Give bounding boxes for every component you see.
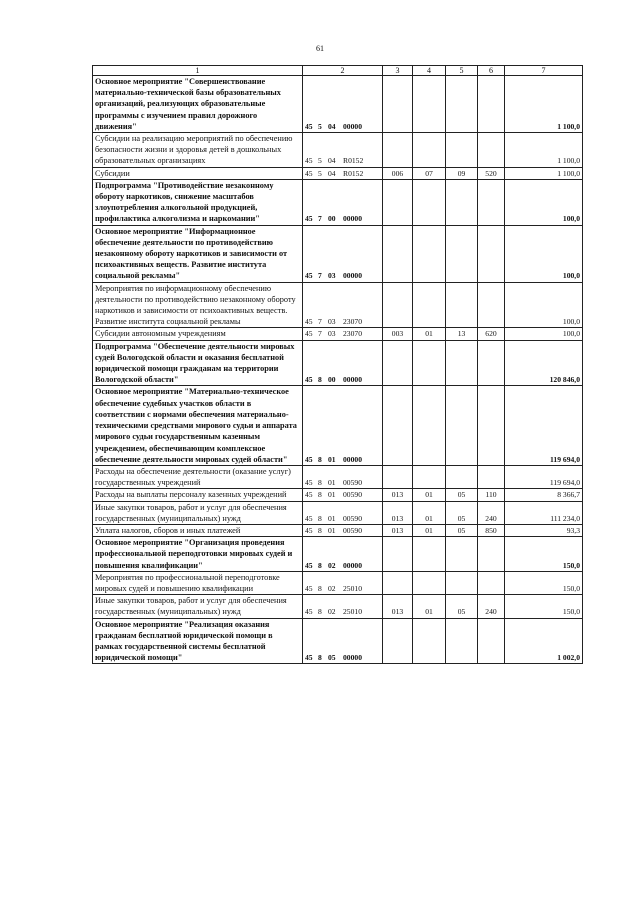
row-col-6: 110 xyxy=(478,489,505,501)
row-col-4: 01 xyxy=(413,501,446,524)
code-part-p2: 7 xyxy=(318,214,322,224)
table-row xyxy=(93,167,583,179)
row-amount: 1 100,0 xyxy=(505,133,583,168)
code-part-p2: 7 xyxy=(318,329,322,339)
row-col-4: 07 xyxy=(413,167,446,179)
row-amount: 1 100,0 xyxy=(505,167,583,179)
row-col-4 xyxy=(413,282,446,328)
row-program-code xyxy=(303,167,383,179)
row-col-3 xyxy=(383,76,413,133)
row-amount: 100,0 xyxy=(505,328,583,340)
row-amount: 111 234,0 xyxy=(505,501,583,524)
row-program-code xyxy=(303,386,383,465)
row-col-6 xyxy=(478,76,505,133)
row-col-3: 013 xyxy=(383,524,413,536)
table-row xyxy=(93,571,583,594)
code-part-p3: 00 xyxy=(328,214,336,224)
row-col-3 xyxy=(383,225,413,282)
code-part-p2: 5 xyxy=(318,156,322,166)
row-amount: 100,0 xyxy=(505,179,583,225)
row-col-4 xyxy=(413,386,446,465)
code-part-p4: 23070 xyxy=(343,329,362,339)
code-part-p1: 45 xyxy=(305,329,313,339)
header-col-2: 2 xyxy=(303,66,383,76)
row-amount: 1 002,0 xyxy=(505,618,583,664)
row-col-4 xyxy=(413,225,446,282)
row-name: Основное мероприятие "Реализация оказания гражданам бесплатной юридической помощи в рамках государственной системы бесплатной юридической помощи" xyxy=(93,618,303,664)
row-amount: 119 694,0 xyxy=(505,465,583,488)
code-part-p3: 02 xyxy=(328,583,336,593)
row-name: Подпрограмма "Обеспечение деятельности мировых судей Вологодской области и оказания бесплатной юридической помощи гражданам на территории Вологодской области" xyxy=(93,340,303,386)
row-col-4 xyxy=(413,618,446,664)
table-row xyxy=(93,537,583,572)
row-col-3 xyxy=(383,386,413,465)
row-col-5 xyxy=(446,76,478,133)
table-row xyxy=(93,595,583,618)
code-part-p1: 45 xyxy=(305,214,313,224)
row-name: Подпрограмма "Противодействие незаконному обороту наркотиков, снижение масштабов злоупотребления алкогольной продукцией, профилактика алкоголизма и наркомании" xyxy=(93,179,303,225)
row-program-code xyxy=(303,501,383,524)
row-col-6: 850 xyxy=(478,524,505,536)
row-name: Субсидии автономным учреждениям xyxy=(93,328,303,340)
code-part-p1: 45 xyxy=(305,525,313,535)
code-part-p2: 5 xyxy=(318,168,322,178)
code-part-p2: 8 xyxy=(318,583,322,593)
code-part-p4: 25010 xyxy=(343,607,362,617)
row-col-6 xyxy=(478,537,505,572)
row-name: Расходы на обеспечение деятельности (оказание услуг) государственных учреждений xyxy=(93,465,303,488)
table-row xyxy=(93,618,583,664)
row-col-6 xyxy=(478,340,505,386)
code-part-p4: 00000 xyxy=(343,653,362,663)
row-col-6: 520 xyxy=(478,167,505,179)
row-amount: 1 100,0 xyxy=(505,76,583,133)
row-col-5 xyxy=(446,225,478,282)
code-part-p4: R0152 xyxy=(343,168,364,178)
code-part-p1: 45 xyxy=(305,271,313,281)
code-part-p4: 00000 xyxy=(343,271,362,281)
row-col-3 xyxy=(383,340,413,386)
row-col-3 xyxy=(383,133,413,168)
row-name: Уплата налогов, сборов и иных платежей xyxy=(93,524,303,536)
row-col-3 xyxy=(383,282,413,328)
table-row xyxy=(93,328,583,340)
header-col-7: 7 xyxy=(505,66,583,76)
code-part-p3: 01 xyxy=(328,513,336,523)
row-col-6: 620 xyxy=(478,328,505,340)
code-part-p2: 8 xyxy=(318,607,322,617)
code-part-p4: 00590 xyxy=(343,490,362,500)
page-number: 61 xyxy=(316,44,324,53)
row-name: Основное мероприятие "Информационное обеспечение деятельности по противодействию незаконному обороту наркотиков и зависимости от психоактивных веществ. Развитие института социальной рекламы" xyxy=(93,225,303,282)
row-col-5 xyxy=(446,282,478,328)
row-col-3 xyxy=(383,179,413,225)
row-col-5 xyxy=(446,571,478,594)
code-part-p1: 45 xyxy=(305,317,313,327)
row-col-6: 240 xyxy=(478,501,505,524)
row-program-code xyxy=(303,465,383,488)
code-part-p1: 45 xyxy=(305,513,313,523)
header-col-1: 1 xyxy=(93,66,303,76)
code-part-p1: 45 xyxy=(305,454,313,464)
row-col-4: 01 xyxy=(413,328,446,340)
code-part-p2: 8 xyxy=(318,560,322,570)
code-part-p1: 45 xyxy=(305,583,313,593)
row-name: Субсидии на реализацию мероприятий по обеспечению безопасности жизни и здоровья детей в дошкольных образовательных организациях xyxy=(93,133,303,168)
code-part-p3: 03 xyxy=(328,317,336,327)
row-col-4 xyxy=(413,340,446,386)
row-amount: 8 366,7 xyxy=(505,489,583,501)
row-amount: 100,0 xyxy=(505,282,583,328)
row-col-4: 01 xyxy=(413,595,446,618)
row-program-code xyxy=(303,179,383,225)
row-amount: 150,0 xyxy=(505,537,583,572)
row-name: Основное мероприятие "Совершенствование материально-технической базы образовательных организаций, реализующих образовательные программы с изучением правил дорожного движения" xyxy=(93,76,303,133)
row-col-5 xyxy=(446,133,478,168)
row-name: Иные закупки товаров, работ и услуг для обеспечения государственных (муниципальных) нужд xyxy=(93,501,303,524)
code-part-p4: 00000 xyxy=(343,454,362,464)
code-part-p1: 45 xyxy=(305,375,313,385)
row-col-3: 013 xyxy=(383,489,413,501)
code-part-p4: R0152 xyxy=(343,156,364,166)
table-row xyxy=(93,225,583,282)
row-col-6 xyxy=(478,225,505,282)
code-part-p1: 45 xyxy=(305,478,313,488)
code-part-p2: 8 xyxy=(318,490,322,500)
table-row xyxy=(93,524,583,536)
code-part-p3: 00 xyxy=(328,375,336,385)
header-col-3: 3 xyxy=(383,66,413,76)
code-part-p4: 00590 xyxy=(343,525,362,535)
row-col-5 xyxy=(446,386,478,465)
row-program-code xyxy=(303,489,383,501)
table-row xyxy=(93,133,583,168)
row-col-3 xyxy=(383,537,413,572)
row-program-code xyxy=(303,537,383,572)
code-part-p3: 01 xyxy=(328,525,336,535)
code-part-p3: 04 xyxy=(328,156,336,166)
code-part-p1: 45 xyxy=(305,560,313,570)
table-row xyxy=(93,282,583,328)
table-row xyxy=(93,501,583,524)
row-program-code xyxy=(303,571,383,594)
row-name: Иные закупки товаров, работ и услуг для обеспечения государственных (муниципальных) нужд xyxy=(93,595,303,618)
table-row xyxy=(93,340,583,386)
row-col-3 xyxy=(383,571,413,594)
row-col-5: 13 xyxy=(446,328,478,340)
row-col-6: 240 xyxy=(478,595,505,618)
code-part-p4: 25010 xyxy=(343,583,362,593)
row-program-code xyxy=(303,595,383,618)
code-part-p2: 5 xyxy=(318,121,322,131)
code-part-p4: 00590 xyxy=(343,513,362,523)
row-program-code xyxy=(303,524,383,536)
row-col-6 xyxy=(478,571,505,594)
code-part-p2: 8 xyxy=(318,513,322,523)
header-col-6: 6 xyxy=(478,66,505,76)
table-row xyxy=(93,386,583,465)
code-part-p4: 00000 xyxy=(343,214,362,224)
table-header-row xyxy=(93,66,583,76)
row-program-code xyxy=(303,225,383,282)
code-part-p3: 01 xyxy=(328,478,336,488)
row-col-3: 006 xyxy=(383,167,413,179)
code-part-p3: 05 xyxy=(328,653,336,663)
row-col-4 xyxy=(413,537,446,572)
row-col-5: 05 xyxy=(446,524,478,536)
row-name: Субсидии xyxy=(93,167,303,179)
header-col-5: 5 xyxy=(446,66,478,76)
code-part-p2: 8 xyxy=(318,653,322,663)
header-col-4: 4 xyxy=(413,66,446,76)
row-col-4 xyxy=(413,76,446,133)
code-part-p1: 45 xyxy=(305,653,313,663)
code-part-p1: 45 xyxy=(305,607,313,617)
row-col-5 xyxy=(446,465,478,488)
code-part-p4: 00590 xyxy=(343,478,362,488)
row-col-6 xyxy=(478,179,505,225)
row-program-code xyxy=(303,133,383,168)
code-part-p3: 01 xyxy=(328,490,336,500)
row-col-5 xyxy=(446,537,478,572)
code-part-p4: 00000 xyxy=(343,560,362,570)
row-col-6 xyxy=(478,618,505,664)
code-part-p3: 04 xyxy=(328,121,336,131)
row-col-3: 013 xyxy=(383,595,413,618)
table-row xyxy=(93,179,583,225)
row-name: Мероприятия по информационному обеспечению деятельности по противодействию незаконному обороту наркотиков и зависимости от психоактивных веществ. Развитие института социальной рекламы xyxy=(93,282,303,328)
code-part-p2: 8 xyxy=(318,454,322,464)
code-part-p3: 02 xyxy=(328,607,336,617)
row-col-3 xyxy=(383,618,413,664)
row-col-3: 013 xyxy=(383,501,413,524)
row-name: Расходы на выплаты персоналу казенных учреждений xyxy=(93,489,303,501)
row-col-4: 01 xyxy=(413,524,446,536)
row-col-3: 003 xyxy=(383,328,413,340)
code-part-p4: 23070 xyxy=(343,317,362,327)
row-program-code xyxy=(303,340,383,386)
row-col-6 xyxy=(478,282,505,328)
row-col-6 xyxy=(478,133,505,168)
code-part-p2: 8 xyxy=(318,375,322,385)
table-row xyxy=(93,489,583,501)
code-part-p2: 8 xyxy=(318,525,322,535)
code-part-p3: 04 xyxy=(328,168,336,178)
code-part-p3: 03 xyxy=(328,271,336,281)
code-part-p2: 7 xyxy=(318,271,322,281)
table-row xyxy=(93,465,583,488)
row-col-5 xyxy=(446,179,478,225)
row-col-4 xyxy=(413,133,446,168)
row-name: Мероприятия по профессиональной переподготовке мировых судей и повышению квалификации xyxy=(93,571,303,594)
code-part-p3: 03 xyxy=(328,329,336,339)
code-part-p1: 45 xyxy=(305,121,313,131)
row-col-4 xyxy=(413,179,446,225)
row-col-5: 05 xyxy=(446,595,478,618)
row-col-6 xyxy=(478,386,505,465)
row-program-code xyxy=(303,328,383,340)
row-program-code xyxy=(303,282,383,328)
row-name: Основное мероприятие "Организация проведения профессиональной переподготовки мировых судей и повышения квалификации" xyxy=(93,537,303,572)
row-amount: 150,0 xyxy=(505,595,583,618)
code-part-p3: 01 xyxy=(328,454,336,464)
row-col-5: 09 xyxy=(446,167,478,179)
row-col-3 xyxy=(383,465,413,488)
row-amount: 120 846,0 xyxy=(505,340,583,386)
row-col-5: 05 xyxy=(446,489,478,501)
code-part-p1: 45 xyxy=(305,156,313,166)
row-amount: 119 694,0 xyxy=(505,386,583,465)
row-col-4 xyxy=(413,571,446,594)
code-part-p3: 02 xyxy=(328,560,336,570)
row-col-4 xyxy=(413,465,446,488)
row-name: Основное мероприятие "Материально-техническое обеспечение судебных участков области в соответствии с нормами обеспечения материально-техническими средствами мирового судьи и аппарата мирового судьи государственным казенным учреждением, обеспечивающим комплексное обеспечение деятельности мировых судей области" xyxy=(93,386,303,465)
row-col-5: 05 xyxy=(446,501,478,524)
code-part-p1: 45 xyxy=(305,168,313,178)
row-col-5 xyxy=(446,340,478,386)
row-col-5 xyxy=(446,618,478,664)
code-part-p4: 00000 xyxy=(343,375,362,385)
row-program-code xyxy=(303,618,383,664)
row-amount: 100,0 xyxy=(505,225,583,282)
row-amount: 93,3 xyxy=(505,524,583,536)
code-part-p4: 00000 xyxy=(343,121,362,131)
row-program-code xyxy=(303,76,383,133)
code-part-p2: 7 xyxy=(318,317,322,327)
row-col-4: 01 xyxy=(413,489,446,501)
code-part-p1: 45 xyxy=(305,490,313,500)
table-row xyxy=(93,76,583,133)
row-amount: 150,0 xyxy=(505,571,583,594)
budget-table xyxy=(92,65,583,664)
row-col-6 xyxy=(478,465,505,488)
code-part-p2: 8 xyxy=(318,478,322,488)
